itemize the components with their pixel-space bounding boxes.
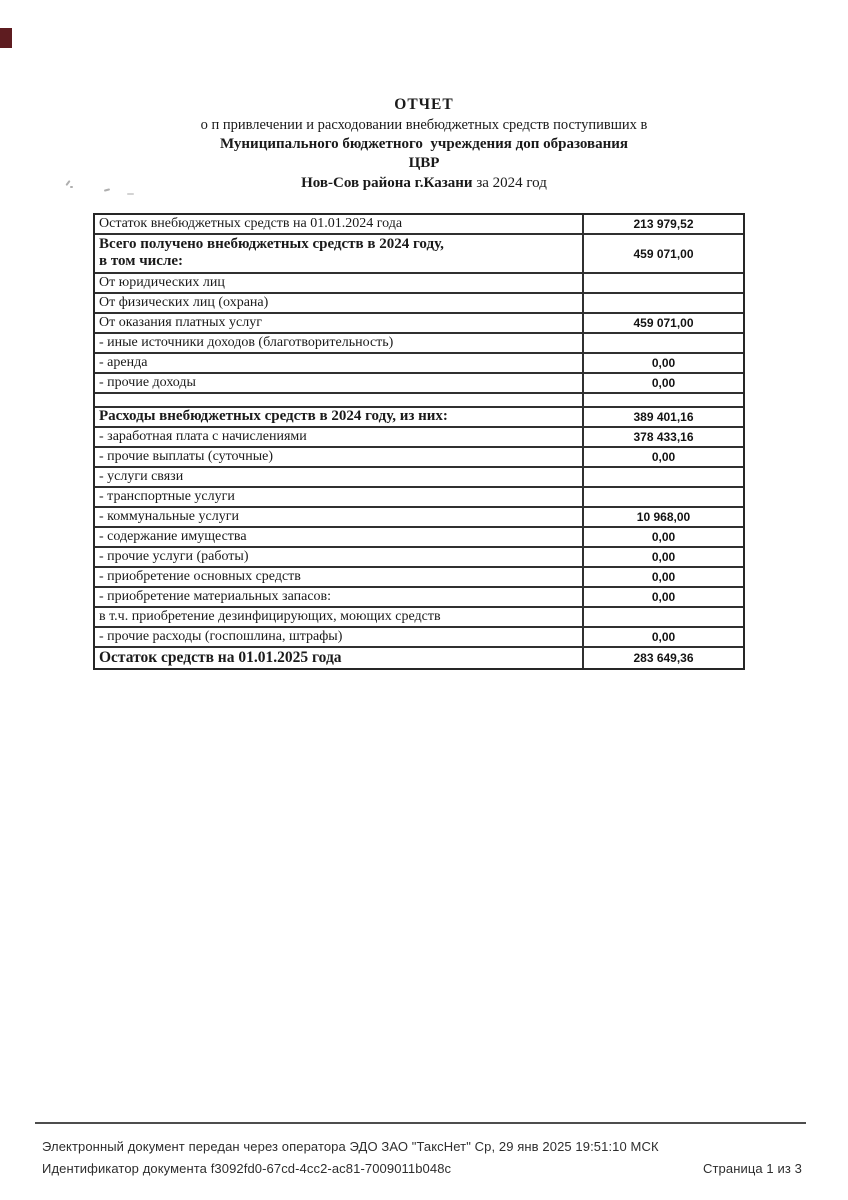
district-name: Нов-Сов района г.Казани (301, 175, 473, 191)
table-row (95, 372, 743, 392)
row-value: 0,00 (582, 528, 743, 546)
table-row (95, 332, 743, 352)
report-header (0, 97, 848, 191)
table-row (95, 586, 743, 606)
table-row (95, 292, 743, 312)
row-value: 459 071,00 (582, 314, 743, 332)
table-row (95, 606, 743, 626)
table-row (95, 466, 743, 486)
row-label: в т.ч. приобретение дезинфицирующих, моющих средств (99, 609, 441, 624)
row-value: 0,00 (582, 628, 743, 646)
row-value: 0,00 (582, 448, 743, 466)
report-year: за 2024 год (472, 175, 547, 191)
row-value: 459 071,00 (582, 235, 743, 272)
row-label: - коммунальные услуги (99, 509, 239, 524)
page-indicator: Страница 1 из 3 (703, 1161, 802, 1176)
table-row (95, 446, 743, 466)
row-label: - приобретение основных средств (99, 569, 301, 584)
row-label (95, 394, 582, 406)
row-value: 0,00 (582, 354, 743, 372)
table-row (95, 233, 743, 272)
row-label: - прочие выплаты (суточные) (99, 449, 273, 464)
table-row (95, 566, 743, 586)
table-row (95, 526, 743, 546)
row-label: - прочие услуги (работы) (99, 549, 249, 564)
row-label: - прочие расходы (госпошлина, штрафы) (99, 629, 343, 644)
row-label: - иные источники доходов (благотворительность) (99, 335, 394, 350)
report-title: ОТЧЕТ (394, 96, 454, 113)
report-subtitle: о п привлечении и расходовании внебюджетных средств поступивших в (200, 117, 648, 133)
table-row (95, 352, 743, 372)
row-value: 389 401,16 (582, 408, 743, 426)
table-row (95, 272, 743, 292)
edo-transfer-info: Электронный документ передан через оператора ЭДО ЗАО "ТаксНет" Ср, 29 янв 2025 19:51:10 МСК (42, 1139, 659, 1154)
row-label: - заработная плата с начислениями (99, 429, 307, 444)
row-value: 213 979,52 (582, 215, 743, 233)
row-label: - содержание имущества (99, 529, 247, 544)
table-row (95, 506, 743, 526)
row-label: - аренда (99, 355, 148, 370)
row-value (582, 394, 743, 406)
row-label: - услуги связи (99, 469, 184, 484)
row-label: Расходы внебюджетных средств в 2024 году, из них: (99, 408, 448, 424)
table-row (95, 546, 743, 566)
district-and-year-line (0, 175, 848, 191)
table-row (95, 426, 743, 446)
table-row (95, 406, 743, 426)
row-value (582, 608, 743, 626)
row-label: От физических лиц (охрана) (99, 295, 269, 310)
row-value: 0,00 (582, 548, 743, 566)
row-value (582, 468, 743, 486)
organization-name: Муниципального бюджетного учреждения доп образования (219, 136, 629, 152)
scan-artifact (127, 193, 134, 195)
row-value: 0,00 (582, 374, 743, 392)
row-value: 0,00 (582, 568, 743, 586)
table-row (95, 312, 743, 332)
row-label: - приобретение материальных запасов: (99, 589, 332, 604)
row-label: - транспортные услуги (99, 489, 235, 504)
row-value (582, 488, 743, 506)
document-identifier: Идентификатор документа f3092fd0-67cd-4cc2-ac81-7009011b048c (42, 1161, 452, 1176)
row-value (582, 334, 743, 352)
row-value: 378 433,16 (582, 428, 743, 446)
row-label: От юридических лиц (99, 275, 225, 290)
row-label: Остаток средств на 01.01.2025 года (99, 649, 342, 666)
row-label: От оказания платных услуг (99, 315, 262, 330)
table-row (95, 215, 743, 233)
row-label: - прочие доходы (99, 375, 196, 390)
report-table (93, 213, 745, 670)
row-value: 283 649,36 (582, 648, 743, 668)
row-value (582, 274, 743, 292)
scan-corner-mark (0, 28, 12, 48)
table-spacer-row (95, 392, 743, 406)
organization-short-name: ЦВР (408, 155, 440, 171)
table-row (95, 486, 743, 506)
row-value: 10 968,00 (582, 508, 743, 526)
table-row (95, 646, 743, 668)
row-label: Остаток внебюджетных средств на 01.01.2024 года (99, 216, 403, 231)
row-value (582, 294, 743, 312)
row-label: Всего получено внебюджетных средств в 2024 году, в том числе: (99, 236, 444, 269)
footer-divider-line (35, 1122, 806, 1124)
row-value: 0,00 (582, 588, 743, 606)
table-row (95, 626, 743, 646)
